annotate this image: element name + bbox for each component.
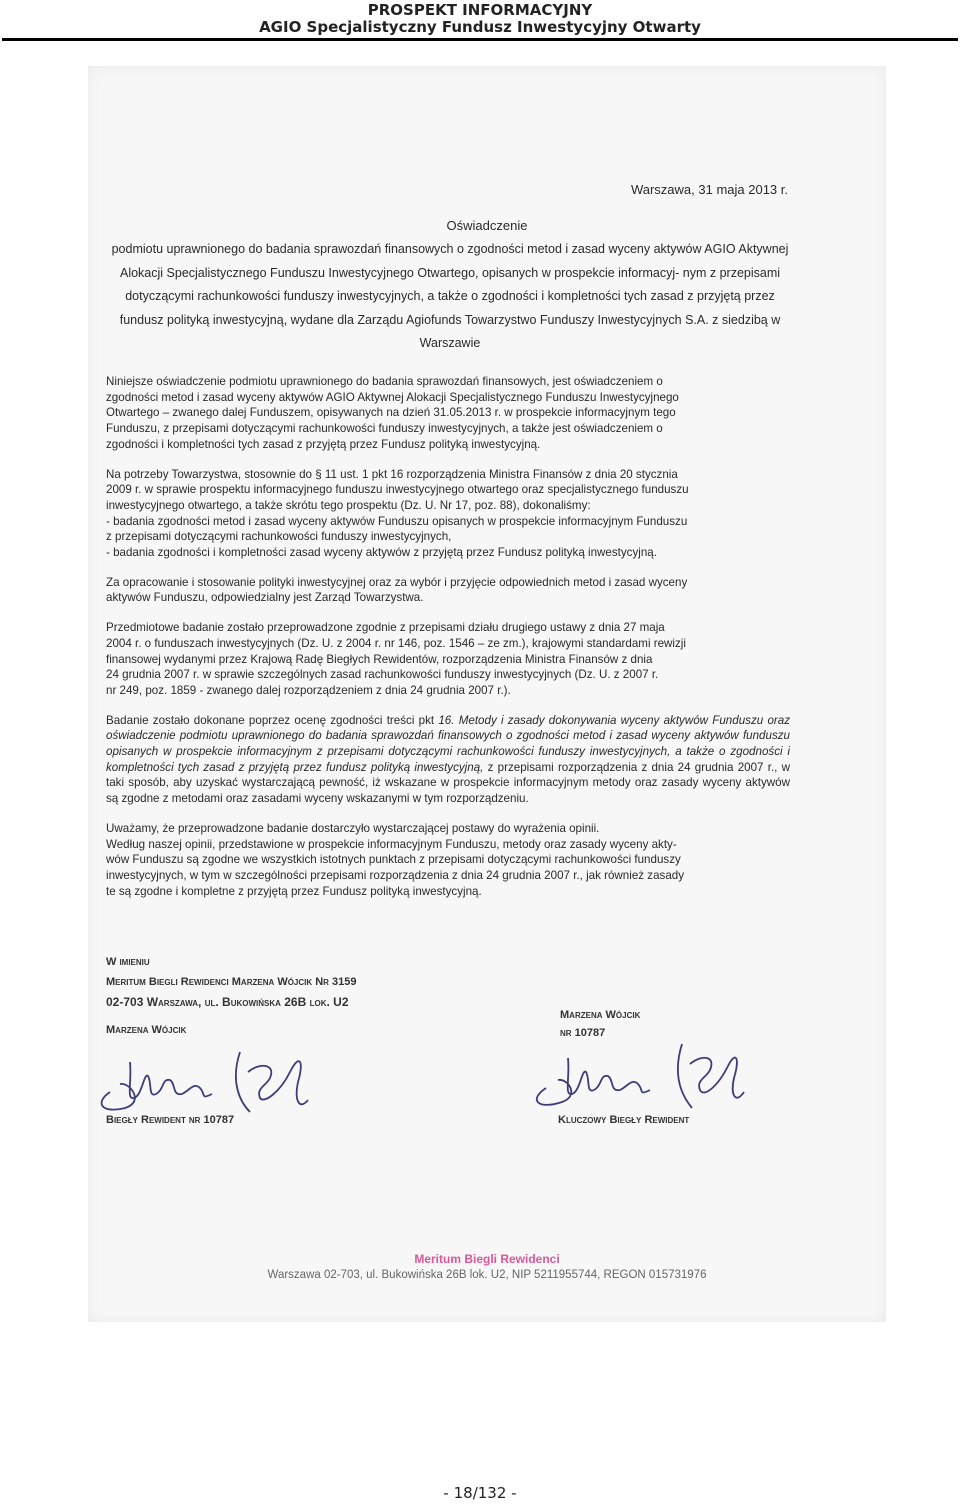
- right-signatory: Marzena Wójcik nr 10787: [560, 1009, 641, 1039]
- paragraph-4: Przedmiotowe badanie zostało przeprowadzone zgodnie z przepisami działu drugiego ustawy z dnia 27 maja 2004 r. o funduszach inwestycyjnych (Dz. U. z 2004 r. nr 146, poz. 1546 – ze zm.), krajowymi standardami rewizji finansowej wydanymi przez Krajową Radę Biegłych Rewidentów, rozporządzenia Ministra Finansów z dnia 24 grudnia 2007 r. w sprawie szczególnych zasad rachunkowości funduszy inwestycyjnych (Dz. U. z 2007 r. nr 249, poz. 1859 - zwanego dalej rozporządzeniem z dnia 24 grudnia 2007 r.).: [106, 621, 686, 697]
- header-rule: [2, 38, 958, 41]
- paragraph-6: Uważamy, że przeprowadzone badanie dostarczyło wystarczającej postawy do wyrażenia opinii. Według naszej opinii, przedstawione w prospekcie informacyjnym Funduszu, metody oraz zasady wyceny akty- wów Funduszu są zgodne we wszystkich istotnych punktach z przepisami dotyczącymi rachunkowości funduszy inwestycyjnych, w tym w szczególności przepisami rozporządzenia z dnia 24 grudnia 2007 r., jak również zasady te są zgodne i kompletne z przyjętą przez Fundusz polityką inwestycyjną.: [106, 821, 685, 898]
- right-signature-icon: [526, 1036, 756, 1116]
- page-number: - 18/132 -: [443, 1484, 517, 1502]
- letter-body: [106, 374, 790, 913]
- letter-subtitle: [110, 238, 790, 356]
- letterhead-address: Warszawa 02-703, ul. Bukowińska 26B lok. U2, NIP 5211955744, REGON 015731976: [267, 1269, 707, 1281]
- scanned-letter: [88, 66, 886, 1322]
- letter-date: Warszawa, 31 maja 2013 r.: [630, 182, 788, 197]
- subtitle-line: zasad z przyjętą przez fundusz polityką inwestycyjną, wydane dla Zarządu Agiofunds Towarzystwo Funduszy: [119, 289, 775, 327]
- letterhead-company: Meritum Biegli Rewidenci: [414, 1252, 560, 1266]
- company-stamp: W imieniu Meritum Biegli Rewidenci Marzena Wójcik Nr 3159 02-703 Warszawa, ul. Bukowińska 26B lok. U2: [106, 956, 357, 1009]
- subtitle-line: Inwestycyjnych S.A. z siedzibą w Warszawie: [419, 312, 781, 350]
- paragraph-5: Badanie zostało dokonane poprzez ocenę zgodności treści pkt 16. Metody i zasady dokonywania wyceny aktywów Funduszu oraz oświadczenie podmiotu uprawnionego do badania sprawozdań finansowych o zgodności metod i zasad wyceny aktywów funduszu opisanych w prospekcie informacyjnym z przepisami dotyczącymi rachunkowości funduszy inwestycyjnych, a także o zgodności i kompletności tych zasad z przyjętą przez fundusz polityką inwestycyjną, z przepisami rozporządzenia z dnia 24 grudnia 2007 r., w taki sposób, aby uzyskać wystarczającą pewność, iż wskazane w prospekcie informacyjnym metody oraz zasady wyceny aktywów są zgodne z metodami oraz zasadami wyceny wskazanymi w tym rozporządzeniu.: [106, 713, 790, 806]
- left-signature-icon: [90, 1042, 350, 1122]
- paragraph-1: Niniejsze oświadczenie podmiotu uprawnionego do badania sprawozdań finansowych, jest oświadczeniem o zgodności metod i zasad wyceny aktywów AGIO Aktywnej Alokacji Specjalistycznego Funduszu Inwestycyjnego Otwartego – zwanego dalej Funduszem, opisywanych na dzień 31.05.2013 r. w prospekcie informacyjnym tego Funduszu, z przepisami dotyczącymi rachunkowości funduszy inwestycyjnych, a także jest oświadczeniem o zgodności i kompletności tych zasad z przyjętą przez Fundusz polityką inwestycyjną.: [106, 375, 679, 451]
- right-signatory-title: Kluczowy Biegły Rewident: [558, 1114, 690, 1126]
- header-fund-name: AGIO Specjalistyczny Fundusz Inwestycyjny Otwarty: [259, 18, 701, 36]
- left-signatory-title: Biegły Rewident nr 10787: [106, 1114, 235, 1126]
- paragraph-3: Za opracowanie i stosowanie polityki inwestycyjnej oraz za wybór i przyjęcie odpowiednich metod i zasad wyceny aktywów Funduszu, odpowiedzialny jest Zarząd Towarzystwa.: [106, 575, 688, 605]
- header-title: PROSPEKT INFORMACYJNY: [367, 1, 593, 19]
- subtitle-line: nym z przepisami dotyczącymi rachunkowości funduszy inwestycyjnych, a także o zgodności i kompletności tych: [125, 265, 781, 303]
- letter-title: Oświadczenie: [446, 218, 528, 233]
- document-header: [0, 0, 960, 36]
- subtitle-line: Aktywnej Alokacji Specjalistycznego Funduszu Inwestycyjnego Otwartego, opisanych w prospekcie informacyj-: [119, 242, 789, 280]
- paragraph-2: Na potrzeby Towarzystwa, stosownie do § 11 ust. 1 pkt 16 rozporządzenia Ministra Finansów z dnia 20 stycznia 2009 r. w sprawie prospektu informacyjnego funduszu inwestycyjnego otwartego oraz specjalistycznego funduszu inwestycyjnego otwartego, a także skrótu tego prospektu (Dz. U. Nr 17, poz. 88), dokonaliśmy: - badania zgodności metod i zasad wyceny aktywów Funduszu opisanych w prospekcie informacyjnym Funduszu z przepisami dotyczącymi rachunkowości funduszy inwestycyjnych, - badania zgodności i kompletności zasad wyceny aktywów z przyjętą przez Fundusz polityką inwestycyjną.: [106, 467, 689, 560]
- subtitle-line: podmiotu uprawnionego do badania sprawozdań finansowych o zgodności metod i zasad wyceny aktywów AGIO: [111, 242, 736, 256]
- left-signatory-name: Marzena Wójcik: [106, 1024, 187, 1036]
